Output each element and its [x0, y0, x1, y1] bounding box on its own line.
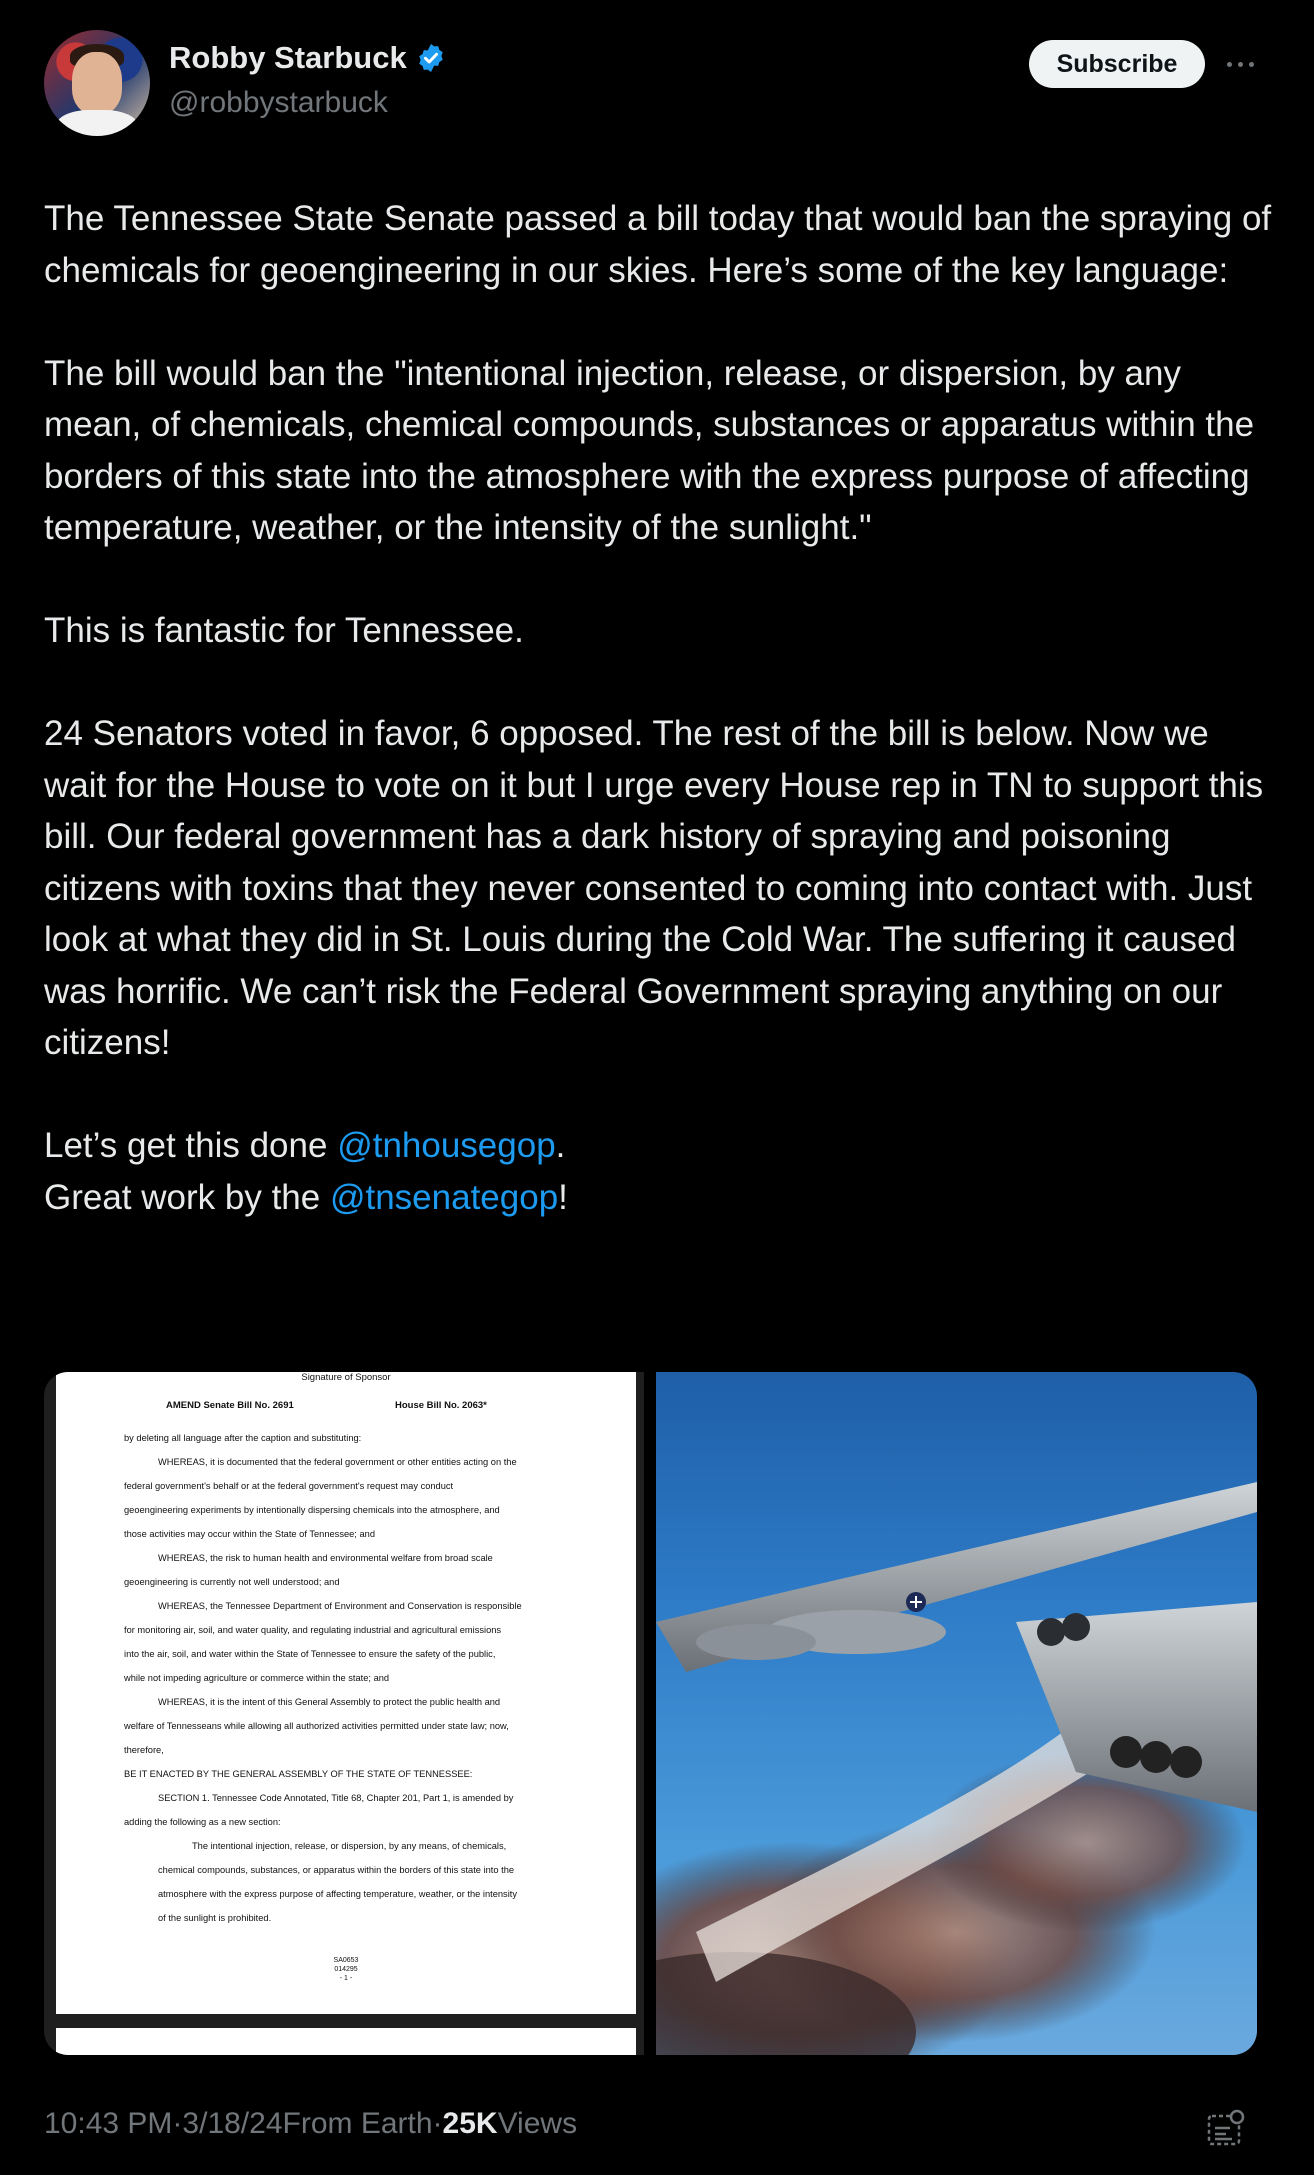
document-line: BE IT ENACTED BY THE GENERAL ASSEMBLY OF THE STATE OF TENNESSEE:	[124, 1769, 473, 1779]
document-line: chemical compounds, substances, or apparatus within the borders of this state into the	[158, 1865, 515, 1875]
document-line: federal government's behalf or at the federal government's request may conduct	[124, 1481, 454, 1491]
document-line: geoengineering is currently not well understood; and	[124, 1577, 340, 1587]
document-line: therefore,	[124, 1745, 164, 1755]
mention-tnhousegop[interactable]: @tnhousegop	[337, 1126, 556, 1165]
document-footer-code1: SA0653	[333, 1957, 359, 1964]
document-line: WHEREAS, it is documented that the federal government or other entities acting on the	[158, 1457, 517, 1467]
document-line: of the sunlight is prohibited.	[158, 1913, 272, 1923]
tweet-paragraph-2: The bill would ban the "intentional injection, release, or dispersion, by any mean, of chemicals, chemical compounds, substances or apparatus within the borders of this state into the atmosphere with the express purpose of affecting temperature, weather, or the intensity of the sunlight."	[44, 353, 1255, 547]
closing-line1-suffix: .	[555, 1126, 566, 1165]
document-senate-bill: AMEND Senate Bill No. 2691	[166, 1400, 294, 1411]
tweet-paragraph-4: 24 Senators voted in favor, 6 opposed. The rest of the bill is below. Now we wait for the House to vote on it but I urge every House rep in TN to support this bill. Our federal government has a dark history of spraying and poisoning citizens with toxins that they never consented to coming into contact with. Just look at what they did in St. Louis during the Cold War. The suffering it caused was horrific. We can’t risk the Federal Government spraying anything on our citizens!	[44, 714, 1264, 1062]
tweet-meta	[44, 2107, 577, 2141]
meta-separator: ·	[172, 2107, 183, 2140]
meta-separator: ·	[432, 2107, 443, 2140]
closing-line1-prefix: Let’s get this done	[44, 1126, 338, 1165]
more-horizontal-icon[interactable]	[1220, 44, 1260, 84]
tweet-closing	[44, 1120, 1274, 1223]
tweet-paragraph-3: This is fantastic for Tennessee.	[44, 611, 524, 650]
document-line: WHEREAS, the risk to human health and environmental welfare from broad scale	[158, 1553, 493, 1563]
tweet-date[interactable]: 3/18/24	[182, 2107, 283, 2140]
document-house-bill: House Bill No. 2063*	[395, 1400, 487, 1411]
document-line: welfare of Tennesseans while allowing all authorized activities permitted under state law; now,	[124, 1721, 509, 1731]
document-line: while not impeding agriculture or commerce within the state; and	[124, 1673, 390, 1683]
views-count: 25K	[442, 2107, 498, 2140]
author-row	[169, 40, 447, 76]
document-footer-page: - 1 -	[339, 1975, 353, 1982]
document-next-page	[56, 2028, 636, 2055]
tweet-time[interactable]: 10:43 PM	[44, 2107, 173, 2140]
author-handle[interactable]: @robbystarbuck	[169, 86, 388, 119]
document-signature-line: Signature of Sponsor	[301, 1372, 391, 1383]
document-line: atmosphere with the express purpose of affecting temperature, weather, or the intensity	[158, 1889, 517, 1899]
document-line: adding the following as a new section:	[124, 1817, 281, 1827]
document-line: SECTION 1. Tennessee Code Annotated, Title 68, Chapter 201, Part 1, is amended by	[158, 1793, 514, 1803]
document-line: those activities may occur within the State of Tennessee; and	[124, 1529, 375, 1539]
document-line: for monitoring air, soil, and water quality, and regulating industrial and agricultural emissions	[124, 1625, 502, 1635]
document-line: The intentional injection, release, or dispersion, by any means, of chemicals,	[192, 1841, 507, 1851]
document-footer-code2: 014295	[334, 1966, 358, 1973]
document-line: by deleting all language after the caption and substituting:	[124, 1433, 362, 1443]
document-line: into the air, soil, and water within the State of Tennessee to ensure the safety of the public,	[124, 1649, 496, 1659]
document-line: geoengineering experiments by intentionally dispersing chemicals into the atmosphere, and	[124, 1505, 500, 1515]
document-line: WHEREAS, it is the intent of this General Assembly to protect the public health and	[158, 1697, 501, 1707]
media-gallery	[44, 1372, 1257, 2055]
author-name[interactable]: Robby Starbuck	[169, 40, 407, 75]
document-body	[124, 1426, 594, 1930]
closing-line2-suffix: !	[558, 1177, 568, 1217]
tweet-paragraph-1: The Tennessee State Senate passed a bill today that would ban the spraying of chemicals for geoengineering in our skies. Here’s some of the key language:	[44, 199, 1272, 290]
tweet-text	[44, 193, 1274, 1223]
aircraft-spraying-illustration	[656, 1372, 1257, 2055]
aircraft-spraying-photo[interactable]	[656, 1372, 1257, 2055]
avatar-shirt	[56, 110, 138, 136]
closing-line2-prefix: Great work by the	[44, 1177, 330, 1217]
views-label: Views	[497, 2107, 578, 2140]
mention-tnsenategop[interactable]: @tnsenategop	[329, 1177, 559, 1217]
bill-document-image[interactable]	[44, 1372, 644, 2055]
document-footer	[56, 1956, 636, 1983]
document-line: WHEREAS, the Tennessee Department of Environment and Conservation is responsible	[158, 1601, 522, 1611]
subscribe-button[interactable]: Subscribe	[1029, 40, 1205, 88]
analytics-icon[interactable]	[1206, 2108, 1246, 2148]
avatar-face	[72, 52, 122, 114]
avatar[interactable]	[44, 30, 150, 136]
document-page	[56, 1372, 636, 2014]
verified-badge-icon	[415, 42, 447, 74]
tweet-location: From Earth	[282, 2107, 433, 2140]
